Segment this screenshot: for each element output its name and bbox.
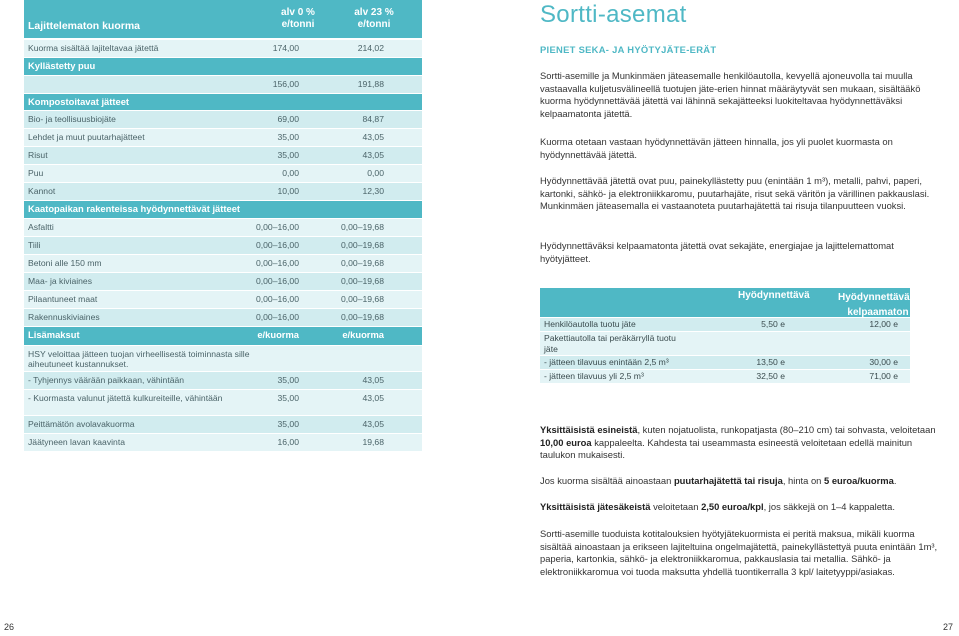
row-value-vat0: e/kuorma	[257, 328, 299, 340]
row-value-vat23: 0,00–19,68	[340, 239, 384, 250]
row-value-vat23: 0,00–19,68	[340, 293, 384, 304]
table-row	[24, 147, 422, 165]
row-value-vat23: 84,87	[362, 114, 384, 125]
table-row	[24, 273, 422, 291]
table-row	[24, 76, 422, 94]
header-non-recyclable: Hyödynnettäväksi kelpaamaton	[838, 292, 924, 318]
row-label: Kannot	[28, 186, 56, 197]
row-value-vat0: 16,00	[277, 436, 299, 447]
row-value-vat0: 0,00–16,00	[255, 239, 299, 250]
row-label: Lisämaksut	[28, 328, 80, 340]
table-row	[24, 372, 422, 390]
small-table-header	[540, 288, 924, 318]
row-label: Kompostoitavat jätteet	[28, 95, 130, 107]
paragraph-waste-bags: Yksittäisistä jätesäkeistä veloitetaan 2,50 euroa/kpl, jos säkkejä on 1–4 kappaletta.	[540, 501, 895, 512]
row-value-vat0: 0,00	[282, 168, 299, 179]
row-value-vat0: 0,00–16,00	[255, 221, 299, 232]
row-label: Kaatopaikan rakenteissa hyödynnettävät jätteet	[28, 203, 241, 215]
table-section-header	[24, 201, 422, 219]
row-label: Jäätyneen lavan kaavinta	[28, 436, 125, 447]
row-value-vat23: 19,68	[362, 436, 384, 447]
row-value-vat23: 0,00–19,68	[340, 275, 384, 286]
header-col-vat0: alv 0 % e/tonni	[281, 7, 315, 30]
table-section-header	[24, 94, 422, 112]
row-label: Peittämätön avolavakuorma	[28, 418, 135, 429]
table-row	[540, 318, 910, 332]
row-value-vat23: 0,00	[367, 168, 384, 179]
price-table-loads	[24, 0, 422, 452]
row-label: Lehdet ja muut puutarhajätteet	[28, 132, 145, 143]
section-subtitle: PIENET SEKA- JA HYÖTYJÄTE-ERÄT	[540, 44, 717, 55]
small-table-body	[540, 318, 910, 384]
row-value-vat0: 35,00	[277, 132, 299, 143]
row-label: - Kuormasta valunut jätettä kulkureiteille, vähintään	[28, 392, 223, 403]
table-row	[24, 40, 422, 58]
table-section-header	[24, 58, 422, 76]
paragraph-acceptance: Kuorma otetaan vastaan hyödynnettävän jätteen hinnalla, jos yli puolet kuormasta on hyödynnettävää jätettä.	[540, 136, 893, 160]
price-table-body	[24, 40, 422, 452]
header-col-vat23: alv 23 % e/tonni	[354, 7, 394, 30]
paragraph-single-items: Yksittäisistä esineistä, kuten nojatuolista, runkopatjasta (80–210 cm) tai sohvasta, veloitetaan 10,00 euroa kappaleelta. Kahdesta tai useammasta esineestä veloitetaan edellä mainitun taulukon mukaisesti.	[540, 424, 936, 461]
row-value-recyclable: 13,50 e	[756, 357, 785, 367]
row-value-vat23: 43,05	[362, 392, 384, 403]
row-label: Puu	[28, 168, 44, 179]
row-value-non-recyclable: 30,00 e	[869, 357, 898, 367]
row-label: - jätteen tilavuus enintään 2,5 m³	[544, 357, 669, 367]
row-label: Asfaltti	[28, 221, 54, 232]
row-label: Kyllästetty puu	[28, 60, 96, 71]
row-value-vat0: 69,00	[277, 114, 299, 125]
table-row	[24, 434, 422, 452]
row-value-vat0: 0,00–16,00	[255, 293, 299, 304]
row-label: Henkilöautolla tuotu jäte	[544, 319, 636, 329]
row-label: Pakettiautolla tai peräkärryllä tuotu jäte	[544, 333, 676, 354]
row-value-vat0: 0,00–16,00	[255, 311, 299, 322]
row-value-vat23: 0,00–19,68	[340, 311, 384, 322]
table-row	[24, 165, 422, 183]
paragraph-intro: Sortti-asemille ja Munkinmäen jäteasemalle henkilöautolla, kevyellä ajoneuvolla tai muulla vastaavalla kuljetusvälineellä tuotujen jäte-erien hinnat määräytyvät sen mukaan, sisältääkö kuorma hyödynnettävää jätettä vai lähinnä sekajätteeksi luokiteltavaa hyödynnettäväksi kelpaamatonta jätettä.	[540, 70, 921, 119]
row-label: Kuorma sisältää lajiteltavaa jätettä	[28, 43, 159, 53]
paragraph-garden-waste: Jos kuorma sisältää ainoastaan puutarhajätettä tai risuja, hinta on 5 euroa/kuorma.	[540, 475, 897, 486]
page-title: Sortti-asemat	[540, 1, 687, 28]
table-row	[24, 255, 422, 273]
table-row	[24, 309, 422, 327]
header-recyclable: Hyödynnettävä	[738, 290, 810, 301]
paragraph-non-recyclable: Hyödynnettäväksi kelpaamatonta jätettä ovat sekajäte, energiajae ja lajittelemattomat hyötyjätteet.	[540, 240, 894, 264]
row-label: Pilaantuneet maat	[28, 293, 98, 304]
row-value-vat23: 43,05	[362, 132, 384, 143]
table-row	[24, 416, 422, 434]
row-value-vat0: 35,00	[277, 150, 299, 161]
row-value-vat23: 214,02	[357, 43, 384, 53]
row-value-vat23: 43,05	[362, 418, 384, 429]
header-label: Lajittelematon kuorma	[28, 20, 141, 32]
row-label: Maa- ja kiviaines	[28, 275, 92, 286]
row-label: Betoni alle 150 mm	[28, 257, 102, 268]
row-value-vat0: 156,00	[272, 78, 299, 89]
table-row	[24, 183, 422, 201]
row-value-vat23: 43,05	[362, 150, 384, 161]
row-label: - jätteen tilavuus yli 2,5 m³	[544, 371, 644, 381]
table-row	[24, 111, 422, 129]
table-row	[24, 237, 422, 255]
row-label: Bio- ja teollisuusbiojäte	[28, 114, 116, 125]
table-row	[24, 219, 422, 237]
table-row	[540, 332, 910, 356]
row-value-vat23: 0,00–19,68	[340, 221, 384, 232]
table-row	[24, 291, 422, 309]
row-value-non-recyclable: 12,00 e	[869, 319, 898, 329]
page-number-right: 27	[942, 622, 953, 632]
row-value-vat0: 10,00	[277, 186, 299, 197]
paragraph-recyclable: Hyödynnettävää jätettä ovat puu, painekyllästetty puu (enintään 1 m³), metalli, pahvi, paperi, kartonki, sähkö- ja elektroniikkaromu, puutarhajäte, risut sekä väritön ja värillinen pakkauslasi. Munkinmäen jäteasemalla ei vastaanoteta puutarhajätettä tai risuja tilanpuutteen vuoksi.	[540, 175, 930, 212]
table-row	[24, 129, 422, 147]
row-value-vat0: 0,00–16,00	[255, 257, 299, 268]
table-section-header	[24, 327, 422, 346]
row-value-recyclable: 5,50 e	[761, 319, 785, 329]
row-value-vat0: 35,00	[277, 392, 299, 403]
row-label: Risut	[28, 150, 48, 161]
price-table-header	[24, 0, 422, 40]
row-value-recyclable: 32,50 e	[756, 371, 785, 381]
row-value-vat23: 191,88	[357, 78, 384, 89]
paragraph-free-loads: Sortti-asemille tuoduista kotitalouksien hyötyjätekuormista ei peritä maksua, mikäli kuorma sisältää ainoastaan ja erikseen lajiteltuina ongelmajätettä, painekyllästettyä puuta enintään 1m³, paperia, kartonkia, sähkö- ja elektroniikkaromua, pakkauslasia tai metallia. Sähkö- ja elektroniikkaromua voi tuoda maksutta yhdellä tuontikerralla 3 kpl/ laitetyyppi/asiakas.	[540, 528, 938, 577]
row-label: HSY veloittaa jätteen tuojan virheellisestä toiminnasta sille aiheutuneet kustannukset.	[28, 348, 250, 369]
table-row	[24, 346, 422, 372]
row-value-vat23: 0,00–19,68	[340, 257, 384, 268]
row-label: Tiili	[28, 239, 41, 250]
table-row	[540, 370, 910, 384]
row-value-non-recyclable: 71,00 e	[869, 371, 898, 381]
row-value-vat0: 35,00	[277, 418, 299, 429]
row-label: Rakennuskiviaines	[28, 311, 100, 322]
row-value-vat0: 0,00–16,00	[255, 275, 299, 286]
row-value-vat0: 35,00	[277, 374, 299, 385]
row-value-vat23: e/kuorma	[342, 328, 384, 340]
row-label: - Tyhjennys väärään paikkaan, vähintään	[28, 374, 185, 385]
row-value-vat23: 12,30	[362, 186, 384, 197]
page-number-left: 26	[4, 622, 15, 632]
row-value-vat23: 43,05	[362, 374, 384, 385]
row-value-vat0: 174,00	[272, 43, 299, 53]
table-row	[24, 390, 422, 416]
table-row	[540, 356, 910, 370]
price-table-small-loads	[540, 288, 924, 384]
